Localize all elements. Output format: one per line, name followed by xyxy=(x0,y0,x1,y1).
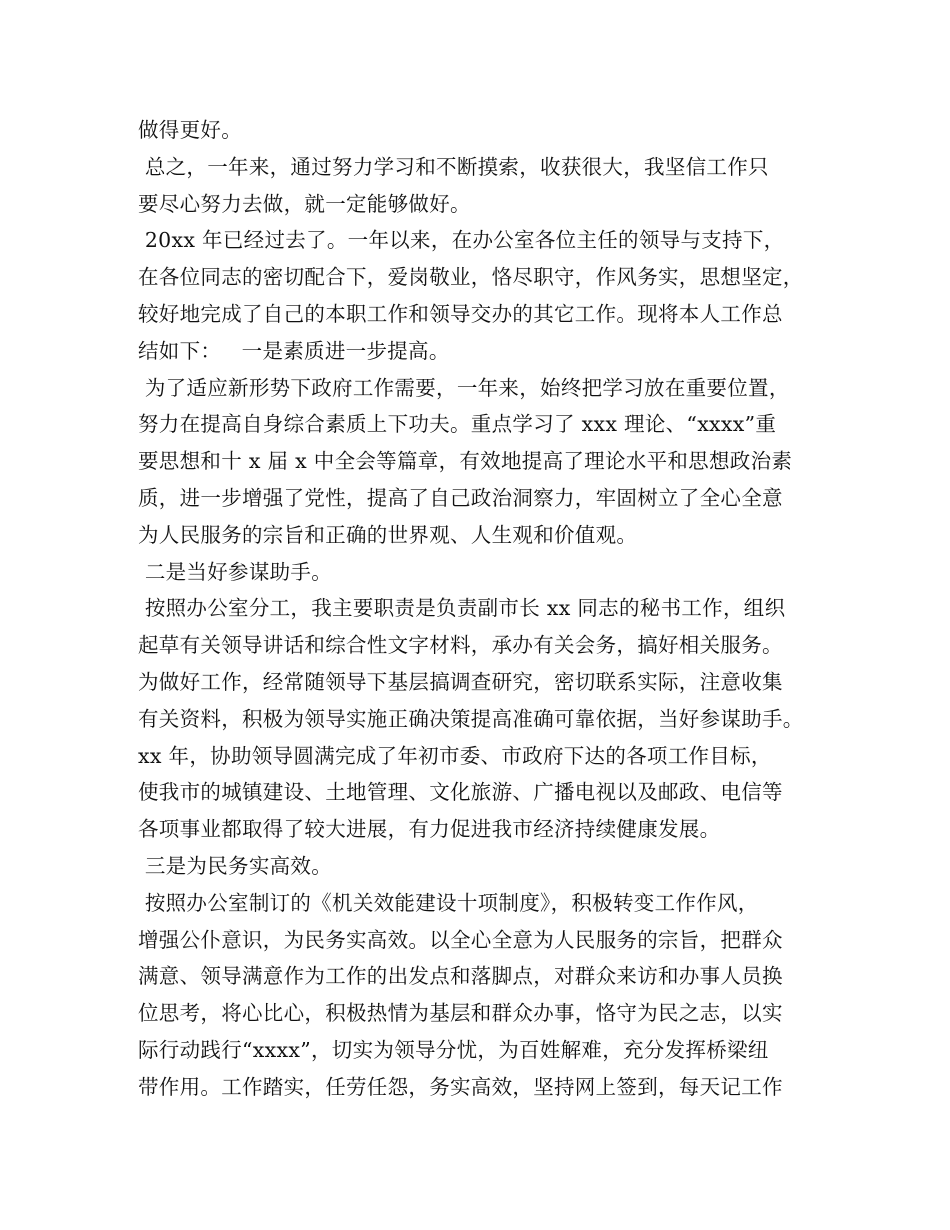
text-line: xx 年，协助领导圆满完成了年初市委、市政府下达的各项工作目标， xyxy=(138,743,772,768)
text-line: 在各位同志的密切配合下，爱岗敬业，恪尽职守，作风务实，思想坚定， xyxy=(138,265,804,290)
text-line: 质，进一步增强了党性，提高了自己政治洞察力，牢固树立了全心全意 xyxy=(138,485,783,510)
text-line: 总之，一年来，通过努力学习和不断摸索，收获很大，我坚信工作只 xyxy=(138,154,769,179)
text-line: 增强公仆意识，为民务实高效。以全心全意为人民服务的宗旨，把群众 xyxy=(138,927,783,952)
text-line: 做得更好。 xyxy=(138,118,242,142)
text-line: 按照办公室分工，我主要职责是负责副市长 xx 同志的秘书工作，组织 xyxy=(138,596,786,621)
text-line: 为做好工作，经常随领导下基层搞调查研究，密切联系实际，注意收集 xyxy=(138,669,783,694)
text-line: 按照办公室制订的《机关效能建设十项制度》，积极转变工作作风， xyxy=(138,890,759,915)
text-line: 满意、领导满意作为工作的出发点和落脚点，对群众来访和办事人员换 xyxy=(138,964,783,989)
text-line: 20xx 年已经过去了。一年以来，在办公室各位主任的领导与支持下， xyxy=(138,228,785,253)
text-line: 二是当好参谋助手。 xyxy=(138,559,333,584)
text-line: 起草有关领导讲话和综合性文字材料，承办有关会务，搞好相关服务。 xyxy=(138,633,783,658)
text-line: 三是为民务实高效。 xyxy=(138,853,333,878)
text-line: 各项事业都取得了较大进展，有力促进我市经济持续健康发展。 xyxy=(138,817,721,842)
text-line: 努力在提高自身综合素质上下功夫。重点学习了 xxx 理论、“xxxx”重 xyxy=(138,412,777,437)
text-line: 际行动践行“xxxx”，切实为领导分忧，为百姓解难，充分发挥桥梁纽 xyxy=(138,1037,769,1062)
text-line: 位思考，将心比心，积极热情为基层和群众办事，恪守为民之志，以实 xyxy=(138,1001,783,1026)
text-line: 要尽心努力去做，就一定能够做好。 xyxy=(138,191,471,216)
document-body-text xyxy=(138,112,838,1106)
text-line: 为了适应新形势下政府工作需要，一年来，始终把学习放在重要位置， xyxy=(138,375,790,400)
text-line: 要思想和十 x 届 x 中全会等篇章，有效地提高了理论水平和思想政治素 xyxy=(138,449,793,474)
text-line: 带作用。工作踏实，任劳任怨，务实高效，坚持网上签到，每天记工作 xyxy=(138,1074,783,1099)
text-line: 为人民服务的宗旨和正确的世界观、人生观和价值观。 xyxy=(138,522,638,547)
text-line: 结如下： 一是素质进一步提高。 xyxy=(138,338,450,363)
text-line: 使我市的城镇建设、土地管理、文化旅游、广播电视以及邮政、电信等 xyxy=(138,780,783,805)
text-line: 有关资料，积极为领导实施正确决策提高准确可靠依据，当好参谋助手。 xyxy=(138,706,804,731)
text-line: 较好地完成了自己的本职工作和领导交办的其它工作。现将本人工作总 xyxy=(138,301,783,326)
